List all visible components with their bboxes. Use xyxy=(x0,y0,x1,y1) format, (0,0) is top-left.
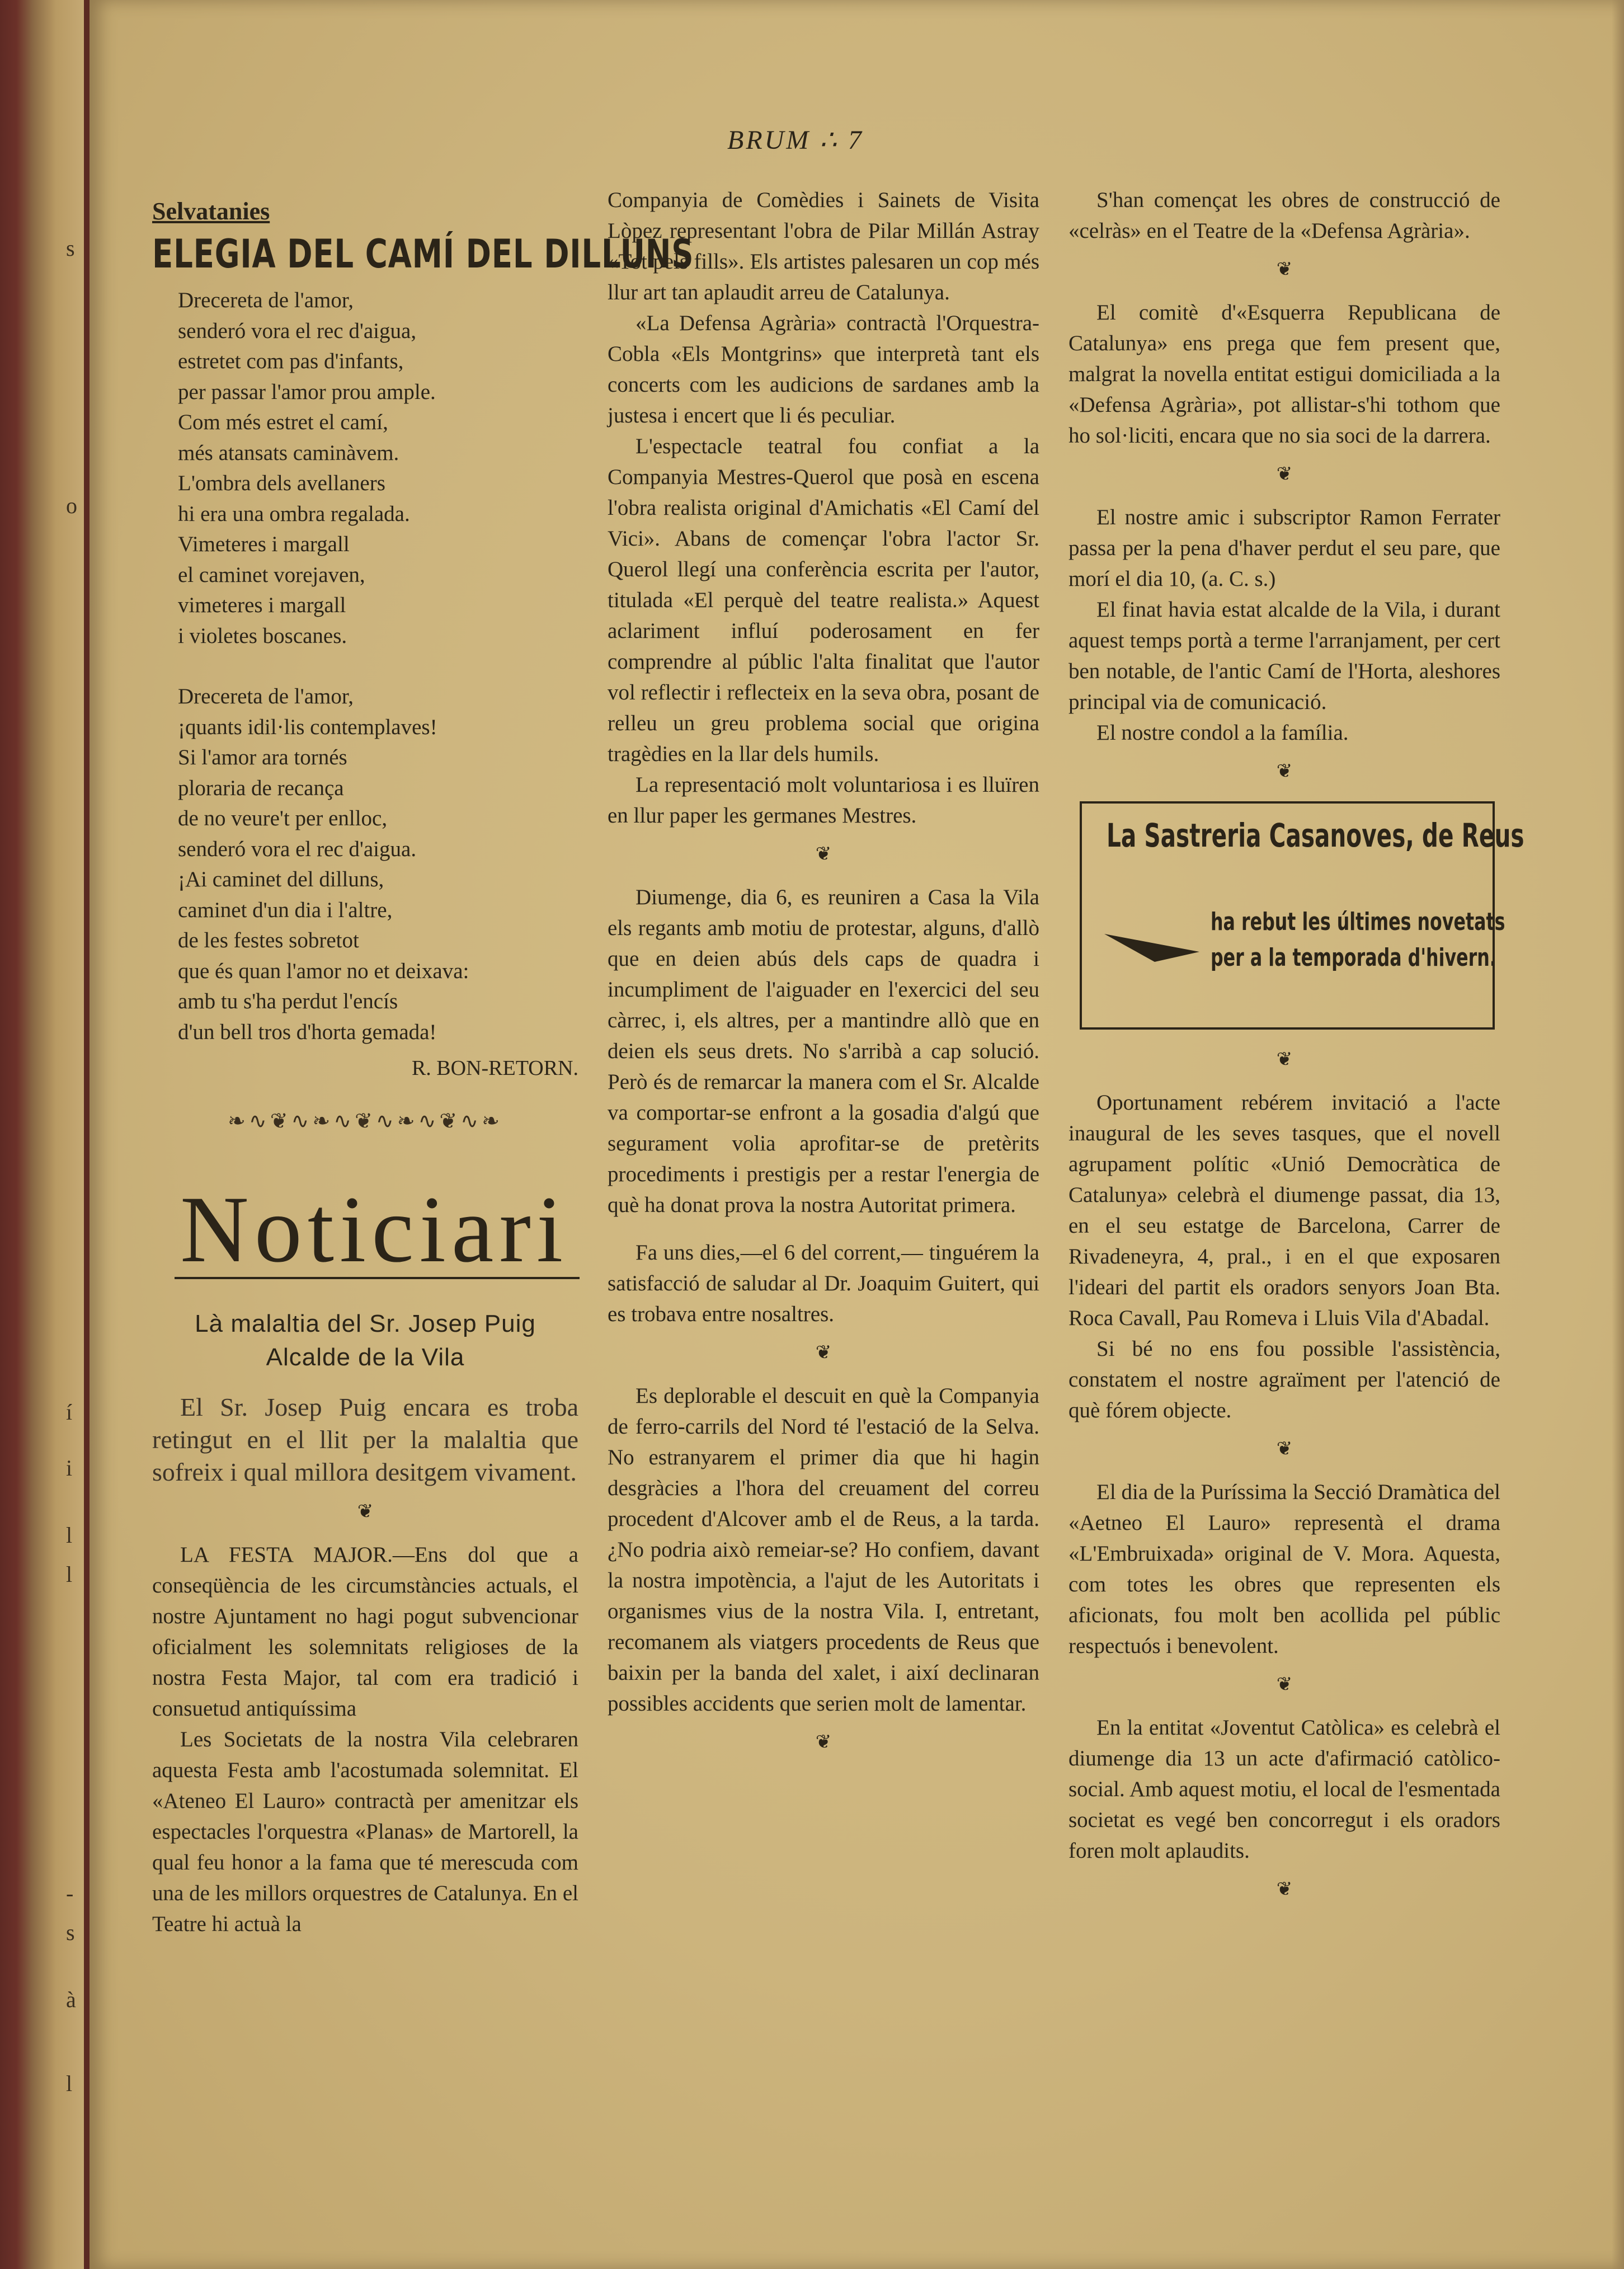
paragraph: La representació molt voluntariosa i es lluïren en llur paper les germanes Mestres. xyxy=(608,773,1039,828)
poem-line: i violetes boscanes. xyxy=(178,623,347,648)
poem-line: ¡quants idil·lis contemplaves! xyxy=(178,715,437,739)
poem-line: vimeteres i margall xyxy=(178,593,346,617)
poem-line: d'un bell tros d'horta gemada! xyxy=(178,1020,437,1044)
poem-line: senderó vora el rec d'aigua, xyxy=(178,318,417,343)
paragraph: Si bé no ens fou possible l'assistència, constatem el nostre agraïment per l'atenció de què fórem objecte. xyxy=(1068,1337,1500,1422)
paragraph: El nostre condol a la família. xyxy=(1096,721,1349,745)
previous-page-edge xyxy=(0,0,84,2269)
fleuron-ornament: ❦ xyxy=(815,1732,832,1753)
edge-fragment: í xyxy=(66,1399,73,1425)
paragraph: El comitè d'«Esquerra Republicana de Catalunya» ens prega que fem present que, malgrat la novella entitat estigui domiciliada a la «Defensa Agrària», pot allistar-s'hi tothom que ho sol·liciti, encara que no sia soci de la darrera. xyxy=(1068,300,1500,448)
paragraph: Fa uns dies,—el 6 del corrent,— tinguérem la satisfacció de saludar al Dr. Joaquim Guitert, qui es trobava entre nosaltres. xyxy=(608,1241,1039,1326)
poem-line: hi era una ombra regalada. xyxy=(178,501,410,526)
poem-line: Si l'amor ara tornés xyxy=(178,745,347,769)
edge-fragment: l xyxy=(66,1523,73,1548)
column-3 xyxy=(1068,185,1524,1917)
edge-fragment: o xyxy=(66,493,77,518)
fleuron-ornament: ❦ xyxy=(1276,259,1293,280)
paragraph: Es deplorable el descuit en què la Companyia de ferro-carrils del Nord té l'estació de la Selva. No estranyarem el primer dia que hi hagin desgràcies a l'hora del creuament del correu procedent d'Alcover amb el de Reus, a la tarda. ¿No podria això remeiar-se? Ho confiem, davant la nostra impotència, a l'ajut de les Autoritats i organismes vius de la nostra Vila. I, entretant, recomanem als viatgers procedents de Reus que baixin per la banda del xalet, i així declinaran possibles accidents que serien molt de lamentar. xyxy=(608,1384,1039,1716)
poem-line: que és quan l'amor no et deixava: xyxy=(178,959,469,983)
edge-fragment: i xyxy=(66,1455,73,1481)
edge-fragment: à xyxy=(66,1987,76,2012)
poem-line: senderó vora el rec d'aigua. xyxy=(178,837,417,861)
paragraph: S'han començat les obres de construcció de «celràs» en el Teatre de la «Defensa Agrària». xyxy=(1068,188,1500,243)
paragraph: «La Defensa Agrària» contractà l'Orquestra-Cobla «Els Montgrins» que interpretà tant els concerts com les audicions de sardanes amb la justesa i encert que li és peculiar. xyxy=(608,311,1039,428)
column-1 xyxy=(152,185,694,1939)
poem-stanza-2 xyxy=(152,682,578,1047)
poem-line: Vimeteres i margall xyxy=(178,532,350,556)
fleuron-ornament: ❦ xyxy=(815,844,832,865)
news-heading: Là malaltia del Sr. Josep Puig Alcalde de la Vila xyxy=(195,1310,536,1371)
section-label: Selvatanies xyxy=(152,198,270,225)
poem-line: Drecereta de l'amor, xyxy=(178,684,354,708)
paragraph: Oportunament rebérem invitació a l'acte inaugural de les seves tasques, que el novell agrupament polític «Unió Democràtica de Catalunya» celebrà el diumenge passat, dia 13, en el seu estatge de Barcelona, Carrer de Rivadeneyra, 4, pral., i en el que exposaren l'ideari del partit els oradors senyors Joan Bta. Roca Cavall, Pau Romeva i Lluis Vila d'Abadal. xyxy=(1068,1091,1500,1330)
edge-fragment: - xyxy=(66,1881,74,1906)
advertisement-box xyxy=(1080,801,1524,1030)
paragraph: Companyia de Comèdies i Sainets de Visita Lòpez representant l'obra de Pilar Millán Astray «Tot pels fills». Els artistes palesaren un cop més llur art tan aplaudit arreu de Catalunya. xyxy=(608,188,1039,304)
fleuron-ornament: ❦ xyxy=(1276,1439,1293,1459)
ad-title: La Sastreria Casanoves, de Reus xyxy=(1107,816,1524,854)
poem-line: caminet d'un dia i l'altre, xyxy=(178,898,393,922)
poem-line: ¡Ai caminet del dilluns, xyxy=(178,867,384,891)
poem-line: ploraria de recança xyxy=(178,776,344,800)
edge-fragment: l xyxy=(66,2071,73,2096)
ornamental-divider: ❧∿❦∿❧∿❦∿❧∿❦∿❧ xyxy=(228,1110,503,1133)
poem-line: L'ombra dels avellaners xyxy=(178,471,385,495)
paragraph: El finat havia estat alcalde de la Vila, i durant aquest temps portà a terme l'arranjament, per cert ben notable, de l'antic Camí de l'Horta, aleshores principal via de comunicació. xyxy=(1068,598,1500,714)
fleuron-ornament: ❦ xyxy=(357,1501,374,1522)
poem-line: Com més estret el camí, xyxy=(178,410,388,434)
poem-line: per passar l'amor prou ample. xyxy=(178,379,436,404)
page-header: BRUM ∴ 7 xyxy=(727,125,864,155)
ad-line: ha rebut les últimes novetats xyxy=(1211,908,1505,936)
paragraph: Diumenge, dia 6, es reuniren a Casa la Vila els regants amb motiu de protestar, alguns, d'allò que en deien abús dels caps de quadra i incumpliment de l'aiguader en l'exercici del seu càrrec, i, els altres, per a mantindre allò que en deien els seus drets. No s'arribà a cap solució. Però és de remarcar la manera com el Sr. Alcalde va comportar-se enfront a la gosadia d'algú que segurament volia aprofitar-se de pretèrits procediments i prestigis per a restar l'energia de què ha donat prova la nostra Autoritat primera. xyxy=(608,885,1039,1217)
poem-line: estretet com pas d'infants, xyxy=(178,349,404,373)
poem-line: amb tu s'ha perdut l'encís xyxy=(178,989,398,1013)
paragraph: El dia de la Puríssima la Secció Dramàtica del «Aetneo El Lauro» representà el drama «L'Embruixada» original de V. Mora. Aquesta, com totes les obres que representen els aficionats, fou molt ben acollida pel públic respectuós i benevolent. xyxy=(1068,1480,1500,1658)
fleuron-ornament: ❦ xyxy=(815,1342,832,1363)
ad-line: per a la temporada d'hivern. xyxy=(1211,943,1496,972)
poem-title: ELEGIA DEL CAMÍ DEL DILLUNS xyxy=(152,231,694,277)
fleuron-ornament: ❦ xyxy=(1276,1674,1293,1695)
poem-signature: R. BON-RETORN. xyxy=(411,1056,578,1080)
poem-line: el caminet vorejaven, xyxy=(178,562,365,587)
paragraph: Les Societats de la nostra Vila celebraren aquesta Festa amb l'acostumada solemnitat. El «Ateneo El Lauro» contractà per amenitzar els espectacles l'orquestra «Planas» de Martorell, la qual feu honor a la fama que té merescuda com una de les millors orquestres de Catalunya. En el Teatre hi actuà la xyxy=(152,1727,578,1936)
edge-fragment: s xyxy=(66,236,75,261)
fleuron-ornament: ❦ xyxy=(1276,1049,1293,1070)
arrow-icon xyxy=(1104,929,1205,963)
poem-line: més atansats caminàvem. xyxy=(178,440,399,465)
paragraph: L'espectacle teatral fou confiat a la Companyia Mestres-Querol que posà en escena l'obra realista original d'Amichatis «El Camí del Vici». Abans de començar l'obra l'actor Sr. Querol llegí una conferència escrita per l'autor, titulada «El perquè del teatre realista.» Aquest aclariment influí poderosament en fer comprendre al públic l'alta finalitat que l'autor vol reflectir i reflecteix en la seva obra, posant de relleu un greu problema social que origina tragèdies en la llar dels humils. xyxy=(608,434,1039,766)
fleuron-ornament: ❦ xyxy=(1276,761,1293,782)
edge-fragment: l xyxy=(66,1562,73,1587)
column-2 xyxy=(608,185,1039,1770)
noticiari-title: Noticiari xyxy=(175,1182,580,1279)
poem-line: de no veure't per enlloc, xyxy=(178,806,388,830)
edge-fragment: s xyxy=(66,1920,75,1945)
news-lead: El Sr. Josep Puig encara es troba retingut en el llit per la malaltia que sofreix i qual millora desitgem vivament. xyxy=(152,1393,578,1486)
paragraph: El nostre amic i subscriptor Ramon Ferrater passa per la pena d'haver perdut el seu pare, que morí el dia 10, (a. C. s.) xyxy=(1068,505,1500,591)
ad-body xyxy=(1211,904,1505,976)
paragraph: En la entitat «Joventut Catòlica» es celebrà el diumenge dia 13 un acte d'afirmació catòlico-social. Amb aquest motiu, el local de l'esmentada societat es vegé ben concorregut i els oradors foren molt aplaudits. xyxy=(1068,1716,1500,1863)
poem-stanza-1 xyxy=(152,285,578,651)
page-edge-shadow xyxy=(1612,0,1624,2269)
paragraph: LA FESTA MAJOR.—Ens dol que a conseqüència de les circumstàncies actuals, el nostre Ajuntament no hagi pogut subvencionar oficialment les solemnitats religioses de la nostra Festa Major, tal com era tradició i consuetud antiquíssima xyxy=(152,1543,578,1721)
poem-line: Drecereta de l'amor, xyxy=(178,288,354,312)
poem-line: de les festes sobretot xyxy=(178,928,359,952)
fleuron-ornament: ❦ xyxy=(1276,1879,1293,1900)
fleuron-ornament: ❦ xyxy=(1276,464,1293,485)
